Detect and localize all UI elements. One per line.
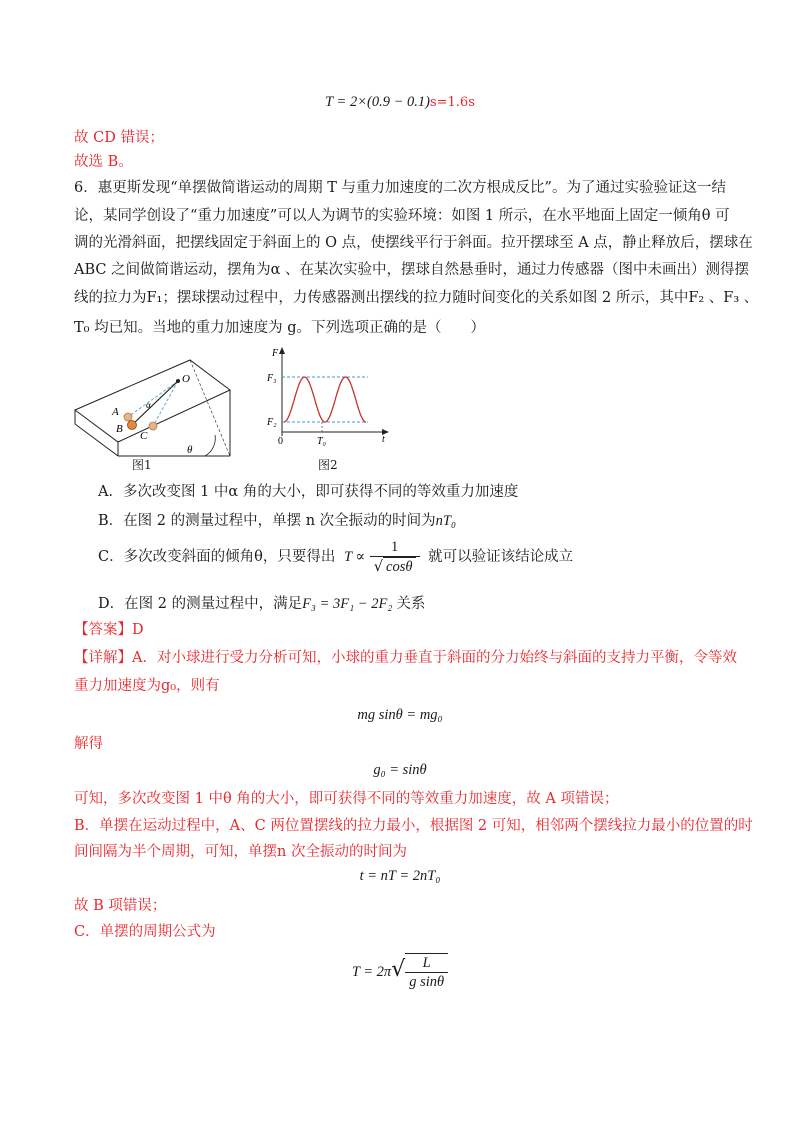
question-line-6: T₀ 均已知。当地的重力加速度为 g。下列选项正确的是（ ） <box>74 320 485 336</box>
question-line-2: 论，某同学创设了“重力加速度”可以人为调节的实验环境：如图 1 所示，在水平地面上固定一倾角θ 可 <box>74 208 730 224</box>
conclusion-b-wrong: 故 B 项错误； <box>74 898 167 914</box>
detail-line-4: B．单摆在运动过程中，A、C 两位置摆线的拉力最小，根据图 2 可知，相邻两个摆线拉力最小的位置的时 <box>74 818 753 834</box>
option-d-text: D．在图 2 的测量过程中，满足 <box>98 596 303 612</box>
fig1-label-alpha: α <box>146 400 151 410</box>
figure-2-caption: 图2 <box>318 458 338 472</box>
fig2-label-F3: F₃ <box>267 373 277 384</box>
question-line-1 <box>74 178 726 198</box>
question-number: 6． <box>74 180 98 196</box>
option-c-text: C．多次改变斜面的倾角θ，只要得出 <box>98 549 336 565</box>
detail-line-1: 【详解】A．对小球进行受力分析可知，小球的重力垂直于斜面的分力始终与斜面的支持力平衡，令等效 <box>74 650 737 666</box>
option-c-num: 1 <box>370 538 420 557</box>
figure-1-caption: 图1 <box>132 458 152 472</box>
c-title: C．单摆的周期公式为 <box>74 924 216 940</box>
equation-time-text: t = nT = 2nT₀ <box>359 868 441 884</box>
fig1-label-A: A <box>112 406 119 418</box>
question-line-3: 调的光滑斜面，把摆线固定于斜面上的 O 点，使摆线平行于斜面。拉开摆球至 A 点，静止释放后，摆球在 <box>74 235 753 251</box>
option-a: A．多次改变图 1 中α 角的大小，即可获得不同的等效重力加速度 <box>98 484 519 500</box>
option-c-den-wrap: √ cosθ <box>370 557 420 576</box>
question-text-1: 惠更斯发现“单摆做简谐运动的周期 T 与重力加速度的二次方根成反比”。为了通过实验验证这一结 <box>97 180 726 196</box>
equation-left: T = 2×(0.9 − 0.1) <box>325 94 430 110</box>
detail-line-2: 重力加速度为g₀，则有 <box>74 678 220 694</box>
question-line-4: ABC 之间做简谐运动，摆角为α 、在某次实验中，摆球自然悬垂时，通过力传感器（图中未画出）测得摆 <box>74 262 749 278</box>
fig2-axis-F: F <box>272 348 279 359</box>
equation-time <box>0 866 800 886</box>
fig1-label-O: O <box>182 373 190 385</box>
option-b-text: B．在图 2 的测量过程中，单摆 n 次全振动的时间为 <box>98 513 436 529</box>
conclusion-b: 故选 B。 <box>74 154 133 170</box>
equation-force-balance-text: mg sinθ = mg₀ <box>357 707 443 723</box>
equation-period-num: L <box>405 954 448 973</box>
option-c-den: cosθ <box>383 557 415 576</box>
option-c-fraction <box>370 538 420 576</box>
equation-g0-text: g₀ = sinθ <box>373 762 427 778</box>
fig2-label-T0: T₀ <box>317 436 327 447</box>
figure-1-incline <box>70 352 240 467</box>
equation-period-formula: T = 2π√ $\frac{L}{\text{g sinθ}}$ <box>0 948 800 994</box>
conclusion-cd: 故 CD 错误； <box>74 130 164 146</box>
force-curve <box>284 377 366 422</box>
equation-right: s=1.6s <box>429 95 475 110</box>
fig2-label-zero: 0 <box>278 436 283 447</box>
option-d-text-post: 关系 <box>396 596 426 612</box>
option-d-math: F₃ = 3F₁ − 2F₂ <box>302 596 393 612</box>
option-b-math: nT₀ <box>435 513 457 529</box>
equation-period-left: T = 2π <box>351 964 392 980</box>
fig2-axis-t: t <box>382 434 385 445</box>
equation-period-result <box>0 92 800 113</box>
fig1-label-theta: θ <box>187 444 193 456</box>
equation-force-balance <box>0 705 800 725</box>
option-c-text-post: 就可以验证该结论成立 <box>428 549 574 565</box>
question-line-5: 线的拉力为F₁；摆球摆动过程中，力传感器测出摆线的拉力随时间变化的关系如图 2 所示，其中F₂ 、F₃ 、 <box>74 290 759 306</box>
fig1-label-B: B <box>116 423 123 435</box>
solve-label: 解得 <box>74 736 103 752</box>
equation-period-den: g sinθ <box>409 974 445 990</box>
answer-label: 【答案】D <box>74 622 144 638</box>
equation-g0 <box>0 760 800 780</box>
detail-line-5: 间间隔为半个周期，可知，单摆n 次全振动的时间为 <box>74 844 407 860</box>
detail-line-3: 可知，多次改变图 1 中θ 角的大小，即可获得不同的等效重力加速度，故 A 项错误； <box>74 791 619 807</box>
option-b <box>98 509 456 530</box>
option-c-math: T ∝ <box>343 549 366 565</box>
option-d <box>98 592 425 613</box>
fig1-label-C: C <box>140 430 148 442</box>
equation-period-fraction <box>405 953 448 991</box>
figure-2-graph <box>258 344 398 449</box>
option-c <box>98 537 573 581</box>
fig2-label-F2: F₂ <box>267 417 277 428</box>
